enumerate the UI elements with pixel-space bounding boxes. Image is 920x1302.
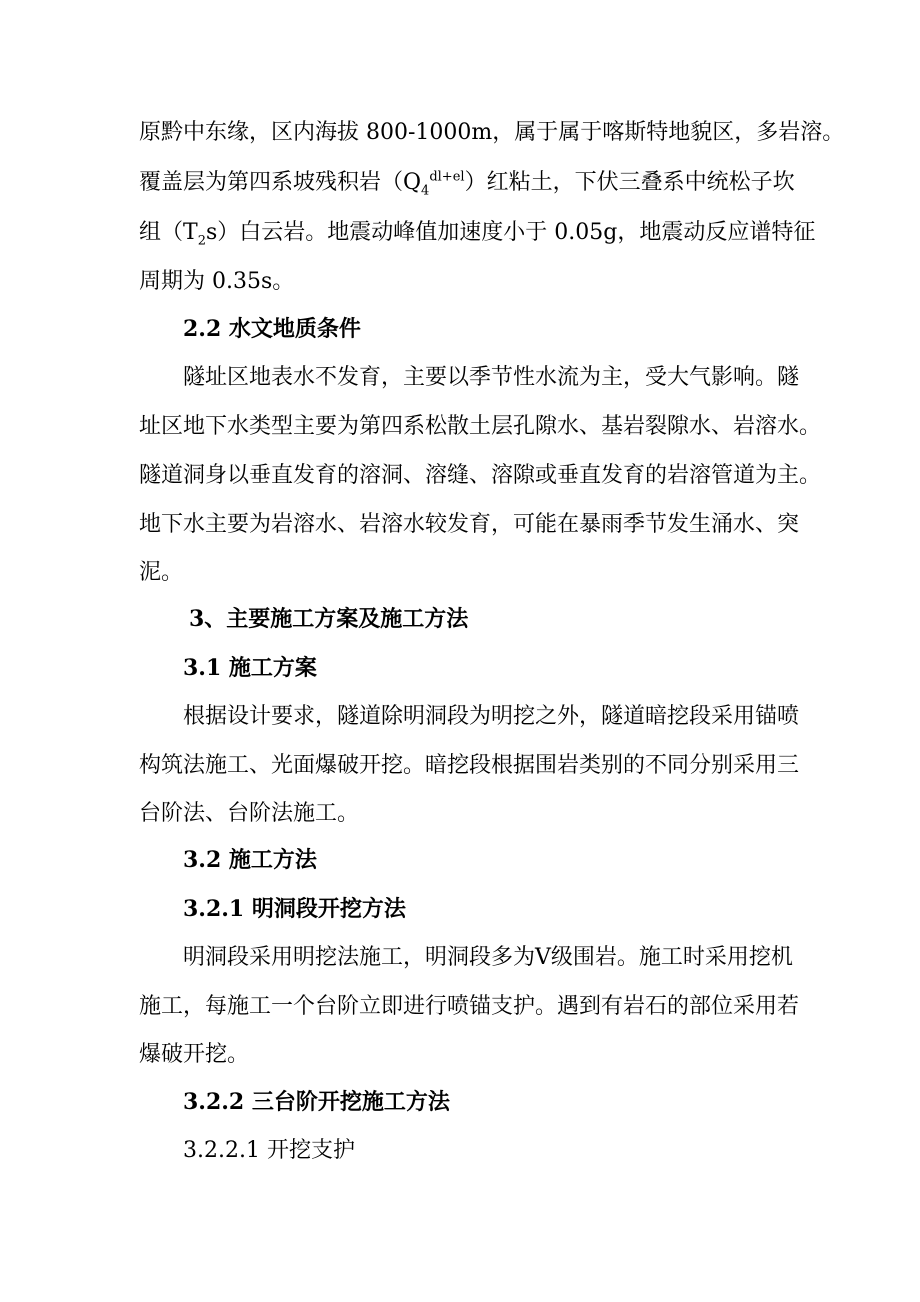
geology-t-subscript: 2	[197, 233, 206, 249]
geology-line-2-text-b: ）红粘土，下伏三叠系中统松子坎	[464, 170, 795, 195]
heading-3-2-1: 3.2.1 明洞段开挖方法	[183, 896, 406, 922]
geology-line-4: 周期为 0.35s。	[139, 269, 295, 294]
heading-3-1: 3.1 施工方案	[183, 655, 317, 681]
open-line-2: 施工，每施工一个台阶立即进行喷锚支护。遇到有岩石的部位采用若	[139, 994, 800, 1019]
heading-2-2: 2.2 水文地质条件	[183, 316, 361, 342]
geology-q-subscript: 4	[421, 183, 430, 199]
heading-3-2: 3.2 施工方法	[183, 847, 317, 873]
plan-line-3: 台阶法、台阶法施工。	[139, 801, 360, 826]
hydro-line-5: 泥。	[139, 560, 184, 585]
geology-line-1: 原黔中东缘，区内海拔 800-1000m，属于属于喀斯特地貌区，多岩溶。	[139, 120, 845, 145]
hydro-line-4: 地下水主要为岩溶水、岩溶水较发育，可能在暴雨季节发生涌水、突	[139, 512, 800, 537]
geology-line-3-text-b: s）白云岩。地震动峰值加速度小于 0.05g，地震动反应谱特征	[205, 220, 816, 245]
geology-line-2	[139, 168, 795, 199]
plan-line-1: 根据设计要求，隧道除明洞段为明挖之外，隧道暗挖段采用锚喷	[183, 704, 800, 729]
heading-3-2-2-1: 3.2.2.1 开挖支护	[183, 1138, 355, 1163]
heading-3: 3、主要施工方案及施工方法	[189, 606, 469, 632]
geology-line-3-text-a: 组（T	[139, 220, 198, 245]
heading-3-2-2: 3.2.2 三台阶开挖施工方法	[183, 1089, 450, 1115]
open-line-1: 明洞段采用明挖法施工，明洞段多为Ⅴ级围岩。施工时采用挖机	[183, 945, 793, 970]
hydro-line-2: 址区地下水类型主要为第四系松散土层孔隙水、基岩裂隙水、岩溶水。	[139, 414, 822, 439]
plan-line-2: 构筑法施工、光面爆破开挖。暗挖段根据围岩类别的不同分别采用三	[139, 753, 800, 778]
geology-line-3	[139, 218, 816, 249]
hydro-line-1: 隧址区地表水不发育，主要以季节性水流为主，受大气影响。隧	[183, 365, 800, 390]
open-line-3: 爆破开挖。	[139, 1042, 250, 1067]
hydro-line-3: 隧道洞身以垂直发育的溶洞、溶缝、溶隙或垂直发育的岩溶管道为主。	[139, 463, 822, 488]
geology-q-superscript: dl+el	[429, 169, 465, 185]
geology-line-2-text-a: 覆盖层为第四系坡残积岩（Q	[139, 170, 422, 195]
